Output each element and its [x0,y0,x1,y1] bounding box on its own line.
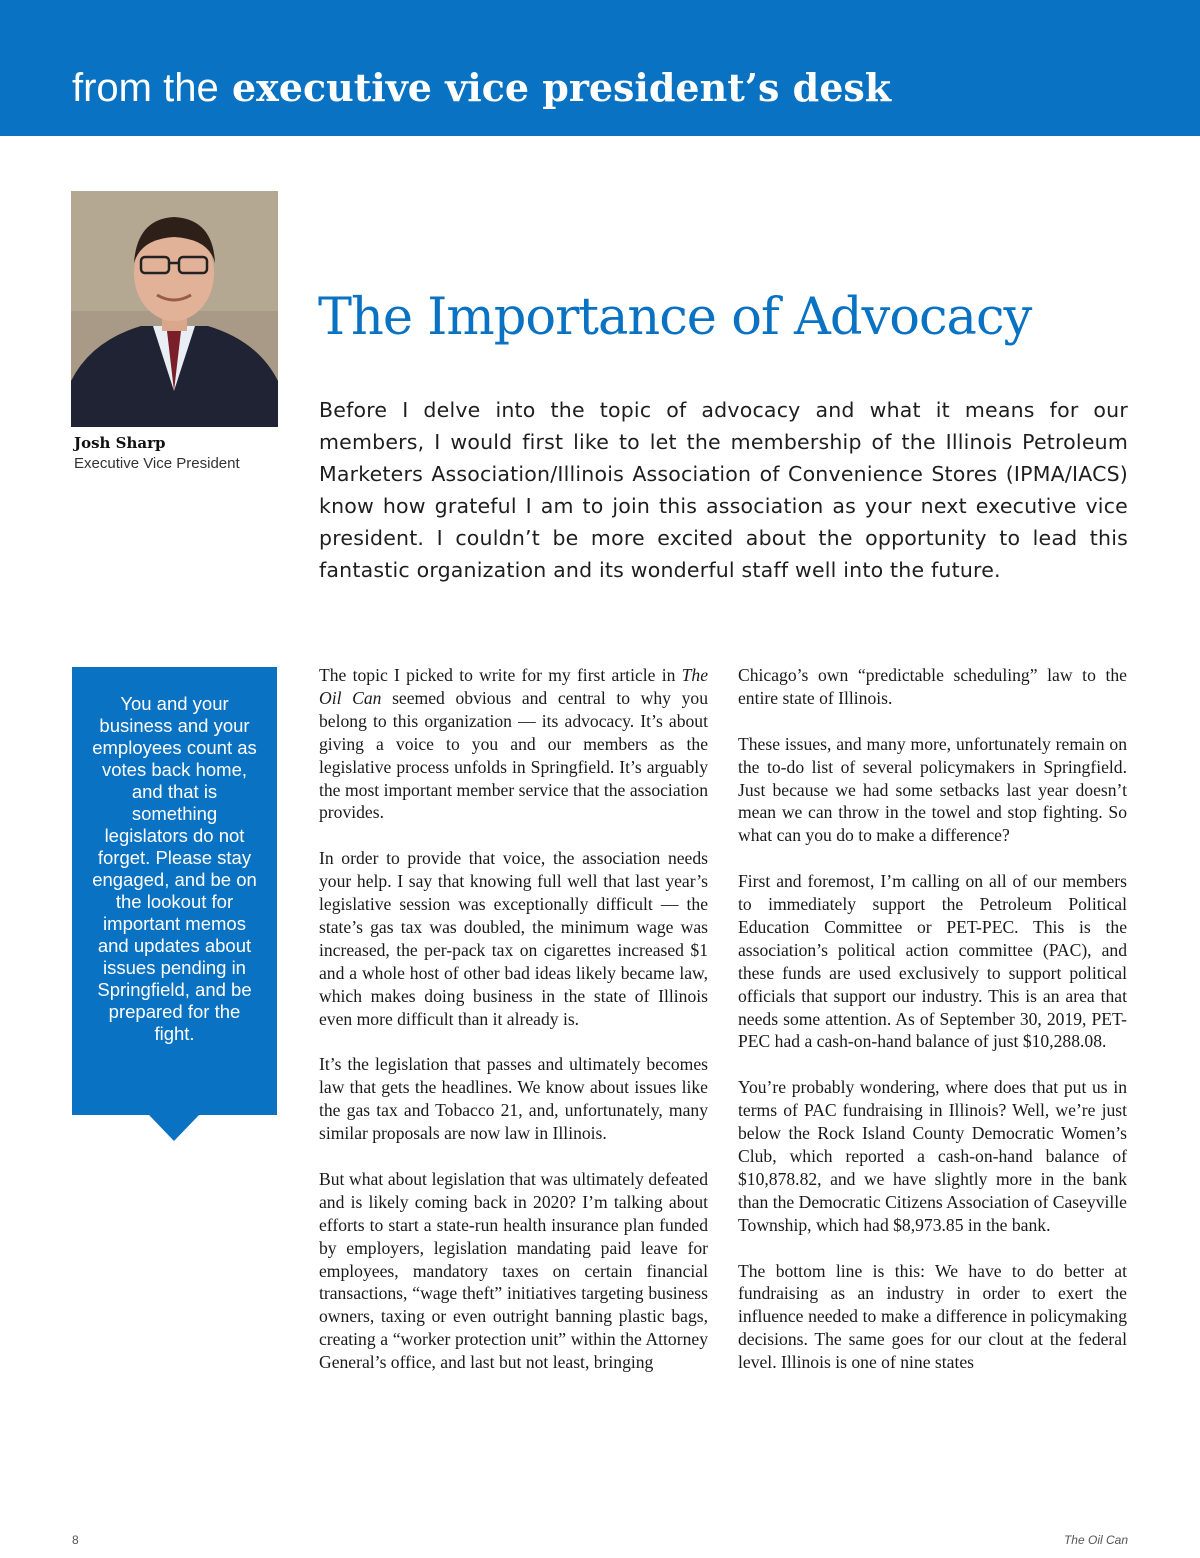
author-name: Josh Sharp [74,434,166,452]
body-paragraph: But what about legislation that was ultimately defeated and is likely coming back in 2020? I’m talking about efforts to start a state-run health insurance plan funded by employers, legislation mandating paid leave for employees, mandatory taxes on certain financial transactions, “wage theft” initiatives targeting business owners, taxing or even outright banning plastic bags, creating a “worker protection unit” within the Attorney General’s office, and last but not least, bringing [319,1168,708,1373]
footer-publication: The Oil Can [1063,1533,1128,1547]
body-paragraph: The bottom line is this: We have to do better at fundraising as an industry in order to exert the influence needed to make a difference in policymaking decisions. The same goes for our clout at the federal level. Illinois is one of nine states [738,1260,1127,1373]
pull-quote [72,667,277,1115]
author-photo [71,191,278,427]
pull-quote-pointer-icon [149,1115,199,1141]
article-lead: Before I delve into the topic of advocacy and what it means for our members, I would first like to let the membership of the Illinois Petroleum Marketers Association/Illinois Association of Convenience Stores (IPMA/IACS) know how grateful I am to join this association as your next executive vice president. I couldn’t be more excited about the opportunity to lead this fantastic organization and its wonderful staff well into the future. [319,398,1128,582]
body-paragraph: You’re probably wondering, where does that put us in terms of PAC fundraising in Illinois? Well, we’re just below the Rock Island County Democratic Women’s Club, which reported a cash-on-hand balance of $10,878.82, and we have slightly more in the bank than the Democratic Citizens Association of Caseyville Township, which had $8,973.85 in the bank. [738,1077,1127,1235]
section-heading-title: executive vice president’s desk [231,65,892,110]
body-column-left [319,664,708,1397]
body-paragraph [319,664,708,824]
header-banner [0,0,1200,136]
author-title: Executive Vice President [74,455,240,472]
section-heading [72,60,891,116]
body-column-right [738,664,1127,1397]
pull-quote-text: You and your business and your employees count as votes back home, and that is something legislators do not forget. Please stay engaged, and be on the lookout for important memos and updates about issues pending in Springfield, and be prepared for the fight. [92,693,257,1044]
body-paragraph: These issues, and many more, unfortunately remain on the to-do list of several policymakers in Springfield. Just because we had some setbacks last year doesn’t mean we can throw in the towel and stop fighting. So what can you do to make a difference? [738,733,1127,846]
publication-name: The Oil Can [319,665,708,708]
section-heading-prefix: from the [72,66,219,110]
body-paragraph-text: seemed obvious and central to why you belong to this organization — its advocacy. It’s about giving a voice to you and our members as the legislative process unfolds in Springfield. It’s arguably the most important member service that the association provides. [319,687,708,823]
body-paragraph: It’s the legislation that passes and ultimately becomes law that gets the headlines. We know about issues like the gas tax and Tobacco 21, and, unfortunately, many similar proposals are now law in Illinois. [319,1054,708,1144]
body-paragraph: Chicago’s own “predictable scheduling” law to the entire state of Illinois. [738,665,1127,708]
body-paragraph-text: The topic I picked to write for my first article in [319,665,682,685]
article-title: The Importance of Advocacy [318,288,1032,347]
body-paragraph: First and foremost, I’m calling on all of our members to immediately support the Petroleum Political Education Committee or PET-PEC. This is the association’s political action committee (PAC), and these funds are used exclusively to support political officials that support our industry. This is an area that needs some attention. As of September 30, 2019, PET-PEC had a cash-on-hand balance of just $10,288.08. [738,871,1127,1052]
page-number: 8 [72,1533,79,1547]
body-paragraph: In order to provide that voice, the association needs your help. I say that knowing full well that last year’s legislative session was exceptionally difficult — the state’s gas tax was doubled, the minimum wage was increased, the per-pack tax on cigarettes increased $1 and a whole host of other bad ideas likely became law, which makes doing business in the state of Illinois even more difficult than it already is. [319,848,708,1029]
